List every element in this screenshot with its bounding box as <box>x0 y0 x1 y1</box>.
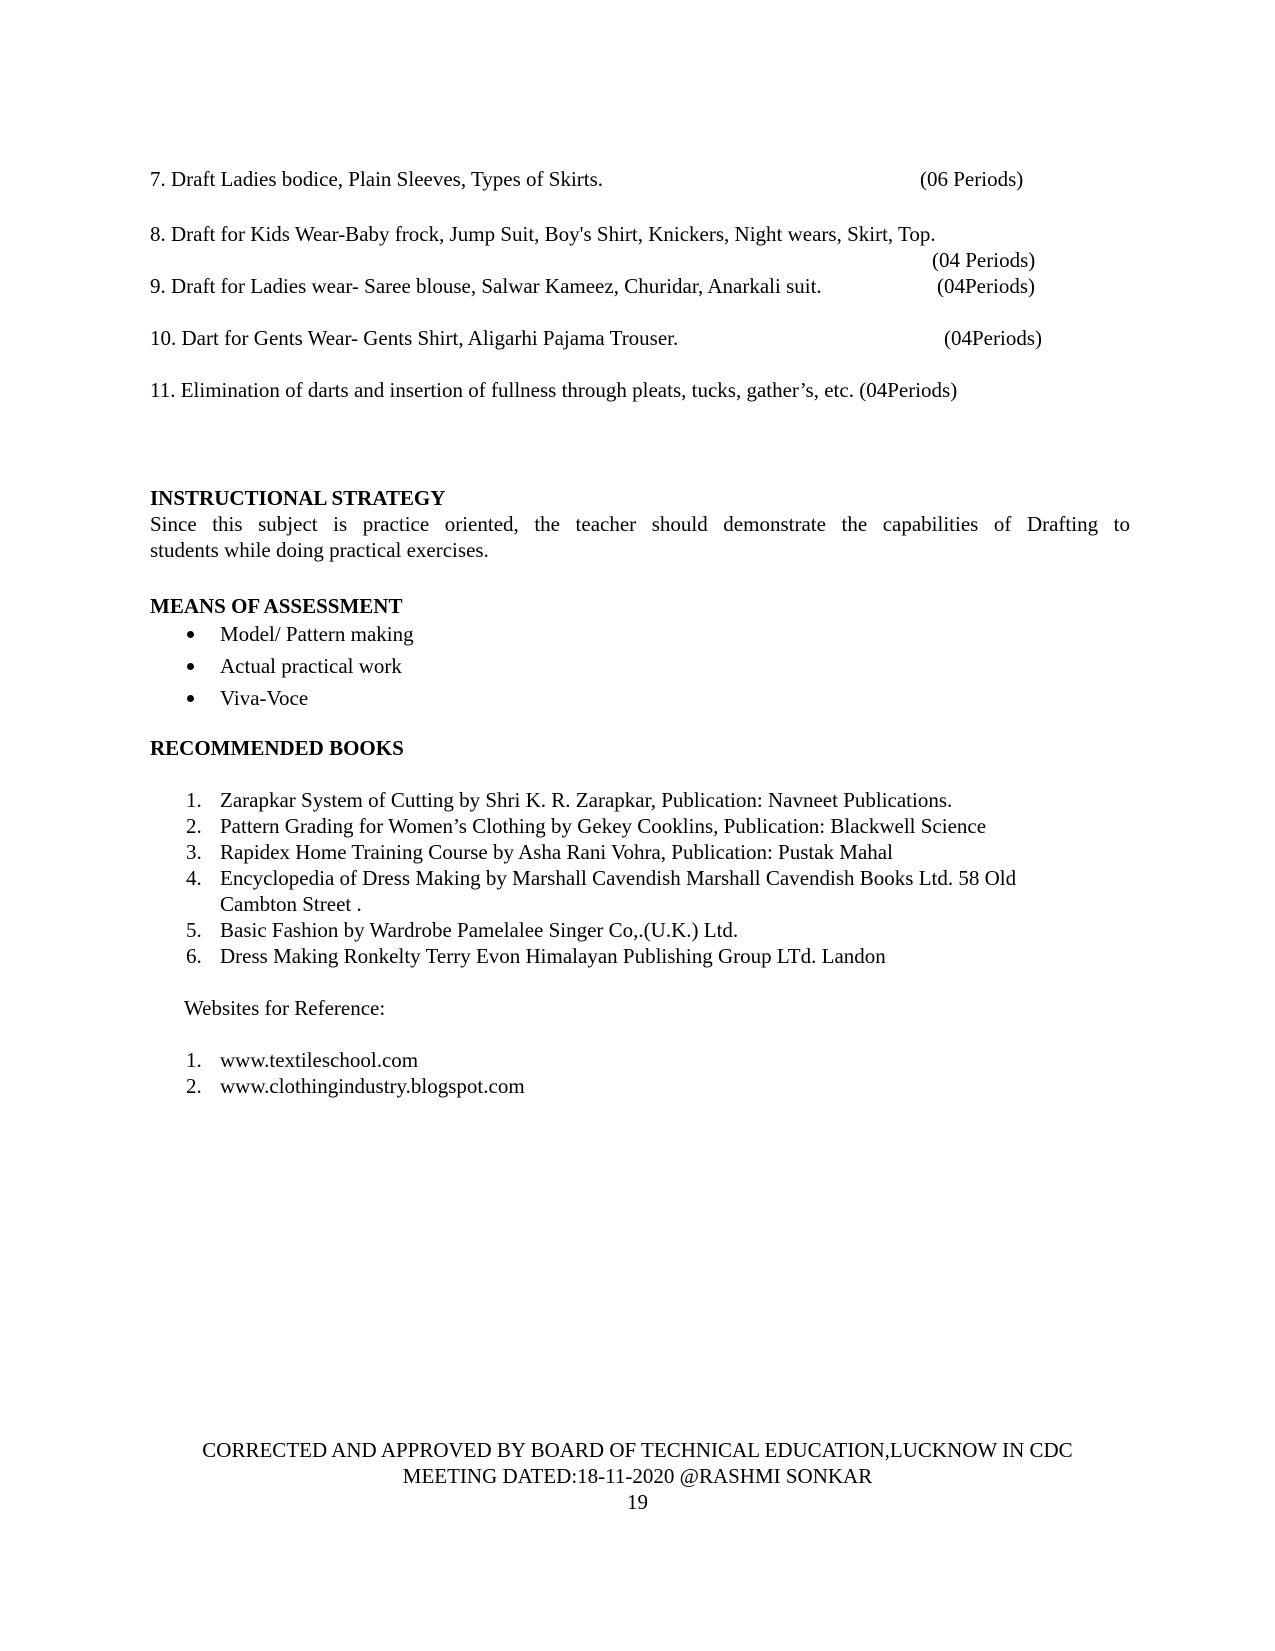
list-item: 6. Dress Making Ronkelty Terry Evon Himalayan Publishing Group LTd. Landon <box>186 944 886 968</box>
topic-periods: (04Periods) <box>944 326 1042 350</box>
list-item: 1. www.textileschool.com <box>186 1048 419 1072</box>
instructional-strategy-text <box>150 511 1130 563</box>
websites-heading: Websites for Reference: <box>184 996 386 1020</box>
list-item: Viva-Voce <box>150 685 414 717</box>
topic-periods: (04 Periods) <box>932 248 1036 272</box>
website-link[interactable]: www.clothingindustry.blogspot.com <box>220 1074 525 1098</box>
topic-10 <box>150 325 678 351</box>
list-item: 2. www.clothingindustry.blogspot.com <box>186 1074 525 1098</box>
bullet-icon <box>187 695 194 702</box>
website-link[interactable]: www.textileschool.com <box>220 1048 419 1072</box>
topic-text: 8. Draft for Kids Wear-Baby frock, Jump Suit, Boy's Shirt, Knickers, Night wears, Skirt, Top. <box>150 222 936 246</box>
list-item: 1. Zarapkar System of Cutting by Shri K. R. Zarapkar, Publication: Navneet Publications. <box>186 788 953 812</box>
list-item: Model/ Pattern making <box>150 621 414 653</box>
bullet-icon <box>187 631 194 638</box>
instructional-strategy-heading: INSTRUCTIONAL STRATEGY <box>150 486 446 510</box>
assessment-list <box>150 621 414 717</box>
footer-line-1: CORRECTED AND APPROVED BY BOARD OF TECHNICAL EDUCATION,LUCKNOW IN CDC <box>202 1438 1073 1462</box>
topic-text: 11. Elimination of darts and insertion of fullness through pleats, tucks, gather’s, etc. <box>150 378 854 402</box>
topic-periods: (06 Periods) <box>920 167 1024 191</box>
topic-11 <box>150 377 957 403</box>
page-number: 19 <box>627 1490 648 1514</box>
footer-line-2: MEETING DATED:18-11-2020 @RASHMI SONKAR <box>402 1464 873 1488</box>
assessment-heading: MEANS OF ASSESSMENT <box>150 594 403 618</box>
list-item: 3. Rapidex Home Training Course by Asha Rani Vohra, Publication: Pustak Mahal <box>186 840 893 864</box>
websites-list <box>150 1047 525 1099</box>
list-item: 5. Basic Fashion by Wardrobe Pamelalee Singer Co,.(U.K.) Ltd. <box>186 918 739 942</box>
bullet-icon <box>187 663 194 670</box>
topic-9 <box>150 273 822 299</box>
recommended-books-heading: RECOMMENDED BOOKS <box>150 736 404 760</box>
list-item: 4. Encyclopedia of Dress Making by Marshall Cavendish Marshall Cavendish Books Ltd. 58 Old Cambton Street . <box>186 866 1017 916</box>
books-list <box>150 787 1016 969</box>
list-item: 2. Pattern Grading for Women’s Clothing by Gekey Cooklins, Publication: Blackwell Science <box>186 814 987 838</box>
topic-periods: (04Periods) <box>859 378 958 402</box>
topic-8 <box>150 221 936 247</box>
list-item: Actual practical work <box>150 653 414 685</box>
topic-text: 9. Draft for Ladies wear- Saree blouse, Salwar Kameez, Churidar, Anarkali suit. <box>150 274 822 298</box>
instructional-strategy-line-1: Since this subject is practice oriented, the teacher should demonstrate the capabilities of Drafting to <box>150 512 1130 536</box>
topic-periods: (04Periods) <box>937 274 1035 298</box>
topic-text: 7. Draft Ladies bodice, Plain Sleeves, Types of Skirts. <box>150 167 604 191</box>
topic-text: 10. Dart for Gents Wear- Gents Shirt, Aligarhi Pajama Trouser. <box>150 326 679 350</box>
instructional-strategy-line-2: students while doing practical exercises. <box>150 538 489 562</box>
topic-7 <box>150 166 603 192</box>
